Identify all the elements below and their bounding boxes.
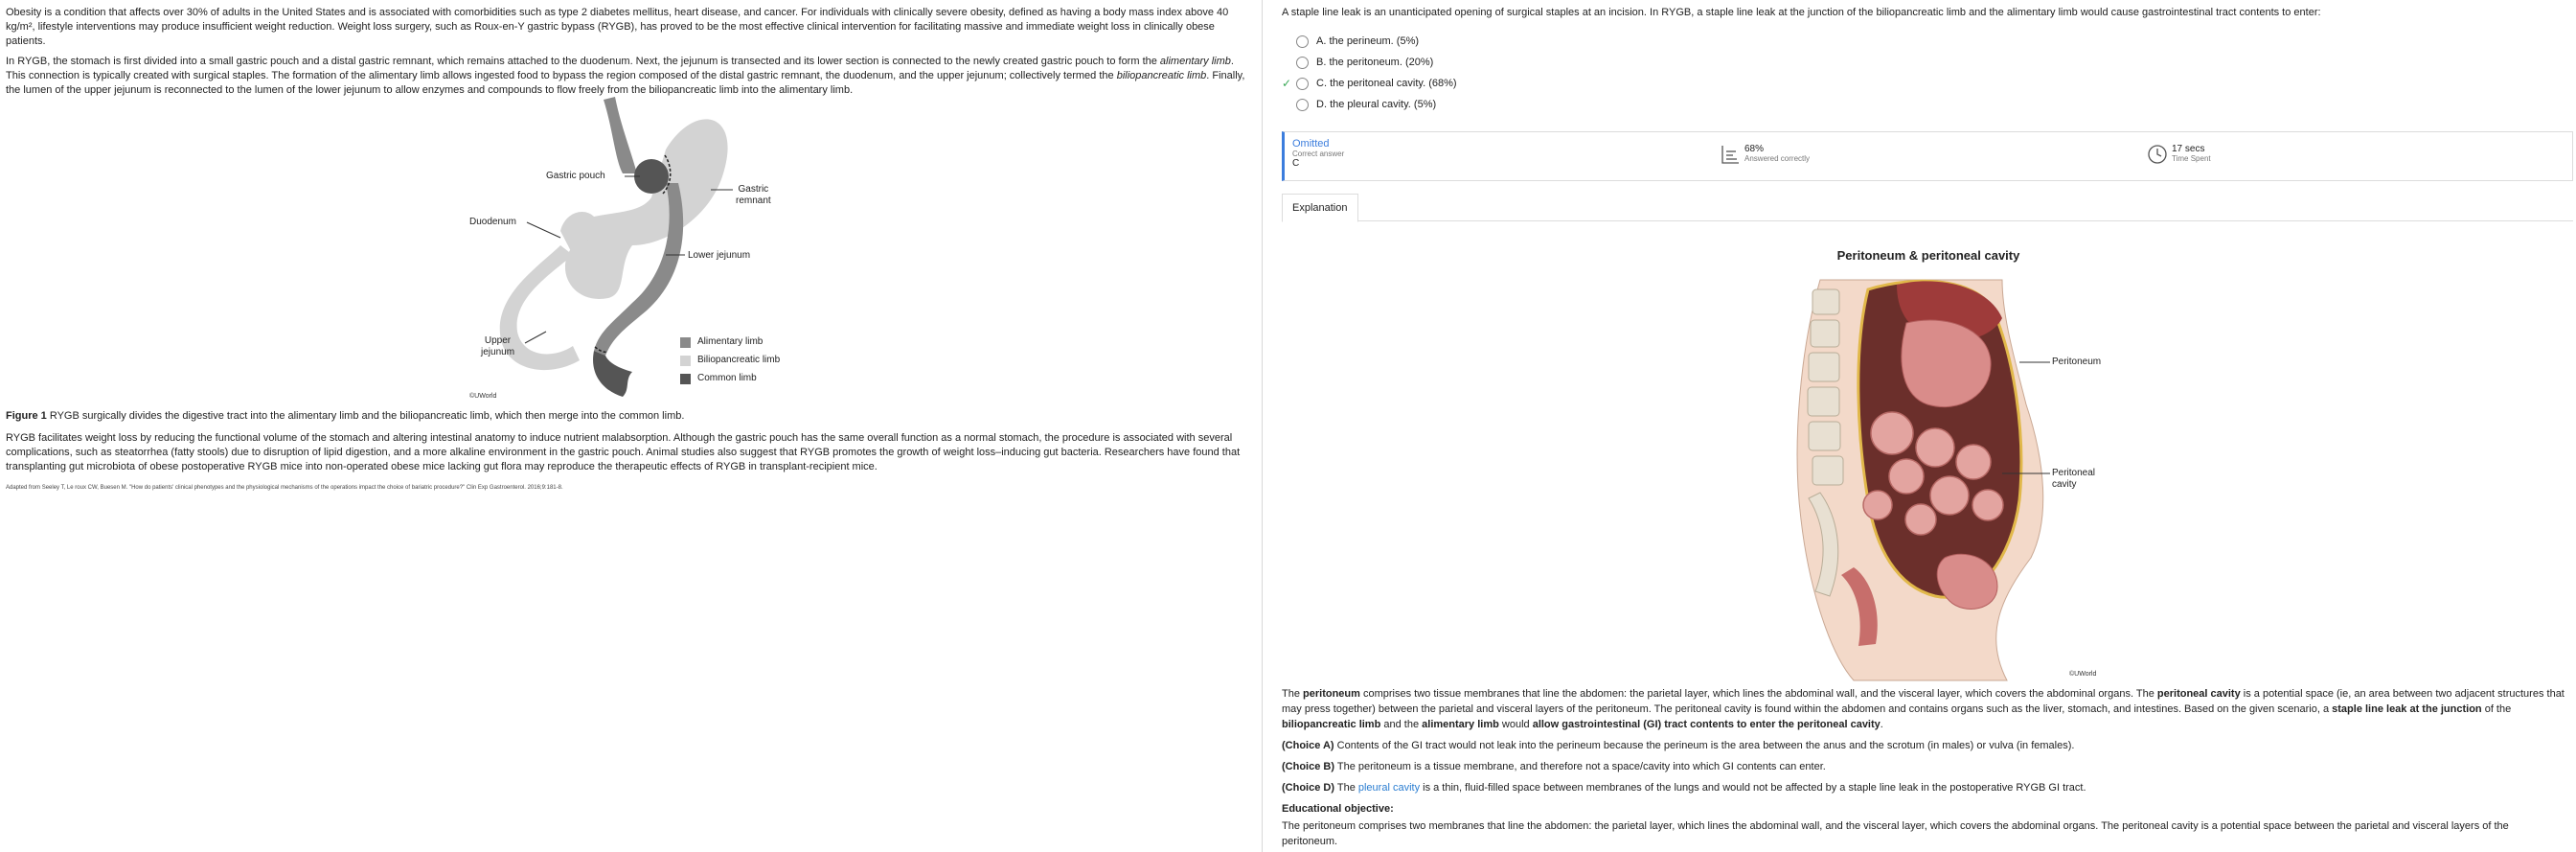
explanation-choice-b bbox=[1282, 759, 2565, 774]
passage-paragraph-3: RYGB facilitates weight loss by reducing the functional volume of the stomach and altering intestinal anatomy to induce nutrient malabsorption. Although the gastric pouch has the same overall function as a normal stomach, the procedure is associated with several complications, such as steatorrhea (fatty stools) due to disruption of lipid digestion, and a more alkaline environment in the gastric pouch. Animal studies also suggest that RYGB promotes the growth of weight loss–inducing gut bacteria. Researchers have found that transplanting gut microbiota of obese postoperative RYGB mice into non-operated obese mice lacking gut flora may reproduce the therapeutic effects of RYGB in transplant-recipient mice. bbox=[6, 432, 1241, 472]
bar-chart-icon bbox=[1721, 144, 1740, 165]
label-peritoneal-cavity: Peritoneal cavity bbox=[2052, 468, 2096, 490]
choice-d-text bbox=[1316, 99, 1436, 110]
educational-objective-label: Educational objective: bbox=[1282, 803, 1394, 815]
choice-d-explanation-post: is a thin, fluid-filled space between membranes of the lungs and would not be affected by a staple line leak in the postoperative RYGB GI tract. bbox=[1420, 782, 2086, 794]
choice-d-label: the pleural cavity. bbox=[1330, 99, 1411, 110]
expl-p1-bold: alimentary limb bbox=[1422, 719, 1499, 730]
passage-p2-part-c: . Finally, the lumen of the upper jejunum is reconnected to the lumen of the lower jejunum to allow enzymes and compounds to flow freely from the biliopancreatic limb into the alimentary limb. bbox=[6, 70, 1245, 96]
figure-caption-text: RYGB surgically divides the digestive tract into the alimentary limb and the biliopancreatic limb, which then merge into the common limb. bbox=[46, 410, 685, 422]
legend-swatch-alimentary bbox=[680, 337, 691, 348]
pane-divider[interactable] bbox=[1262, 0, 1263, 852]
stats-bar bbox=[1282, 131, 2573, 181]
explanation-choice-d bbox=[1282, 780, 2565, 795]
choice-c[interactable] bbox=[1282, 76, 1457, 91]
figure-caption-label: Figure 1 bbox=[6, 410, 47, 422]
pleural-cavity-link[interactable]: pleural cavity bbox=[1357, 782, 1421, 794]
biliopancreatic-limb-term: biliopancreatic limb bbox=[1116, 70, 1207, 81]
choice-d-letter: D. bbox=[1316, 99, 1327, 110]
legend-swatch-biliopancreatic bbox=[680, 356, 691, 366]
choice-c-letter: C. bbox=[1316, 78, 1327, 89]
alimentary-limb-term: alimentary limb bbox=[1159, 56, 1231, 67]
choice-d-explanation-label: (Choice D) bbox=[1282, 782, 1334, 794]
figure-caption bbox=[6, 410, 1251, 422]
passage-p2-part-b: . This connection is typically created with surgical staples. The formation of the alimentary limb allows ingested food to bypass the region composed of the distal gastric remnant, the duodenum, and the upper jejunum; collectively termed the bbox=[6, 56, 1234, 81]
common-limb-shape bbox=[593, 351, 632, 397]
legend-swatch-common bbox=[680, 374, 691, 384]
choice-a[interactable] bbox=[1282, 34, 1419, 49]
status-omitted: Omitted bbox=[1292, 138, 1330, 150]
label-upper-jejunum: Upper jejunum bbox=[481, 335, 515, 357]
choice-c-percent: (68%) bbox=[1428, 78, 1457, 89]
alimentary-limb-shape bbox=[604, 97, 637, 173]
question-stem: A staple line leak is an unanticipated opening of surgical staples at an incision. In RYGB, a staple line leak at the junction of the biliopancreatic limb and the alimentary limb would cause gastrointestinal tract contents to enter: bbox=[1282, 7, 2321, 18]
peritoneum-figure bbox=[1763, 270, 2127, 682]
expl-p1-part: comprises two tissue membranes that line the abdomen: the parietal layer, which lines the abdominal wall, and the visceral layer, which covers the abdominal organs. The bbox=[1359, 688, 2157, 700]
time-spent-label: Time Spent bbox=[2172, 154, 2211, 163]
choice-a-explanation-label: (Choice A) bbox=[1282, 740, 1334, 751]
stat-omitted bbox=[1292, 138, 1344, 169]
explanation-choice-a bbox=[1282, 738, 2565, 753]
choice-a-label: the perineum. bbox=[1329, 35, 1394, 47]
figure-copyright: ©UWorld bbox=[469, 393, 497, 400]
passage-p2-part-a: In RYGB, the stomach is first divided into a small gastric pouch and a distal gastric remnant, which remains attached to the duodenum. Next, the jejunum is transected and its lower section is connected to the newly created gastric pouch to form the bbox=[6, 56, 1160, 67]
choice-a-explanation: Contents of the GI tract would not leak into the perineum because the perineum is the area between the anus and the scrotum (in males) or vulva (in females). bbox=[1334, 740, 2075, 751]
educational-objective-heading bbox=[1282, 801, 2565, 817]
anatomy-copyright: ©UWorld bbox=[2069, 671, 2097, 678]
choice-b-radio[interactable] bbox=[1296, 57, 1309, 69]
choice-a-text bbox=[1316, 35, 1419, 47]
clock-icon bbox=[2147, 144, 2168, 165]
expl-p1-bold: biliopancreatic limb bbox=[1282, 719, 1381, 730]
label-lower-jejunum: Lower jejunum bbox=[688, 250, 751, 261]
expl-p1-part: and the bbox=[1380, 719, 1423, 730]
choice-a-radio[interactable] bbox=[1296, 35, 1309, 48]
label-gastric-remnant: Gastric remnant bbox=[736, 184, 771, 206]
choice-b-letter: B. bbox=[1316, 57, 1327, 68]
choice-a-letter: A. bbox=[1316, 35, 1327, 47]
tab-bar bbox=[1282, 193, 2573, 221]
choice-d[interactable] bbox=[1282, 97, 1436, 112]
expl-p1-bold: peritoneum bbox=[1303, 688, 1360, 700]
choice-d-percent: (5%) bbox=[1413, 99, 1437, 110]
choice-d-explanation-pre: The bbox=[1334, 782, 1358, 794]
expl-p1-part: The bbox=[1282, 688, 1304, 700]
passage-paragraph-1: Obesity is a condition that affects over 30% of adults in the United States and is associated with comorbidities such as type 2 diabetes mellitus, heart disease, and cancer. For individuals with clinically severe obesity, defined as having a body mass index above 40 kg/m², lifestyle interventions may produce insufficient weight reduction. Weight loss surgery, such as Roux-en-Y gastric bypass (RYGB), has proved to be the most effective clinical intervention for facilitating massive and immediate weight loss in clinically obese patients. bbox=[6, 7, 1229, 47]
legend-label-biliopancreatic: Biliopancreatic limb bbox=[697, 355, 781, 365]
correct-check-icon: ✓ bbox=[1282, 77, 1292, 90]
label-gastric-pouch: Gastric pouch bbox=[546, 171, 605, 181]
choice-b-label: the peritoneum. bbox=[1329, 57, 1402, 68]
choice-c-radio[interactable] bbox=[1296, 78, 1309, 90]
tab-explanation[interactable]: Explanation bbox=[1282, 194, 1358, 222]
expl-p1-bold: peritoneal cavity bbox=[2156, 688, 2241, 700]
label-duodenum: Duodenum bbox=[469, 217, 516, 227]
legend-label-alimentary: Alimentary limb bbox=[697, 336, 764, 347]
expl-p1-bold: staple line leak at the junction bbox=[2332, 703, 2482, 715]
choice-b-text bbox=[1316, 57, 1433, 68]
passage-citation: Adapted from Seeley T, Le roux CW, Buesen M. "How do patients' clinical phenotypes and the physiological mechanisms of the operations impact the choice of bariatric procedure?" Clin Exp Gastroenterol. 2016;9:181-8. bbox=[6, 485, 563, 491]
expl-p1-part: . bbox=[1880, 719, 1883, 730]
explanation-figure-title: Peritoneum & peritoneal cavity bbox=[1836, 248, 2020, 263]
label-peritoneum: Peritoneum bbox=[2052, 357, 2102, 367]
correct-answer-label: Correct answer bbox=[1292, 150, 1345, 158]
expl-p1-bold: allow gastrointestinal (GI) tract contents to enter the peritoneal cavity bbox=[1532, 719, 1881, 730]
time-spent-value: 17 secs bbox=[2172, 144, 2205, 154]
gastric-remnant-shape bbox=[565, 119, 728, 299]
choice-b-percent: (20%) bbox=[1404, 57, 1434, 68]
choice-c-text bbox=[1316, 78, 1457, 89]
choice-a-percent: (5%) bbox=[1396, 35, 1420, 47]
percent-correct-label: Answered correctly bbox=[1744, 154, 1811, 163]
choice-b[interactable] bbox=[1282, 55, 1433, 70]
choice-d-radio[interactable] bbox=[1296, 99, 1309, 111]
explanation-paragraph-1 bbox=[1282, 686, 2565, 732]
educational-objective-text: The peritoneum comprises two membranes that line the abdomen: the parietal layer, which lines the abdominal wall, and the visceral layer, which covers the abdominal organs. The peritoneal cavity is a potential space between the parietal and visceral layers of the peritoneum. bbox=[1282, 820, 2509, 847]
leader-duodenum bbox=[527, 222, 560, 238]
expl-p1-part: would bbox=[1498, 719, 1533, 730]
choice-b-explanation-label: (Choice B) bbox=[1282, 761, 1334, 772]
expl-p1-part: of the bbox=[2481, 703, 2512, 715]
legend-label-common: Common limb bbox=[697, 373, 757, 383]
explanation-text bbox=[1282, 686, 2565, 852]
expl-p1-part: is a potential space (ie, an area between two adjacent structures that may press together) between the parietal and visceral layers of the peritoneum. The peritoneal cavity is found within the abdomen and contains organs such as the liver, stomach, and intestines. Based on the given scenario, a bbox=[1282, 688, 2565, 715]
choice-c-label: the peritoneal cavity. bbox=[1330, 78, 1426, 89]
percent-correct-value: 68% bbox=[1744, 144, 1765, 154]
choice-b-explanation: The peritoneum is a tissue membrane, and therefore not a space/cavity into which GI contents can enter. bbox=[1334, 761, 1826, 772]
correct-answer-value: C bbox=[1292, 158, 1300, 169]
leader-upper-jejunum bbox=[525, 332, 546, 343]
rygb-figure bbox=[460, 92, 824, 408]
